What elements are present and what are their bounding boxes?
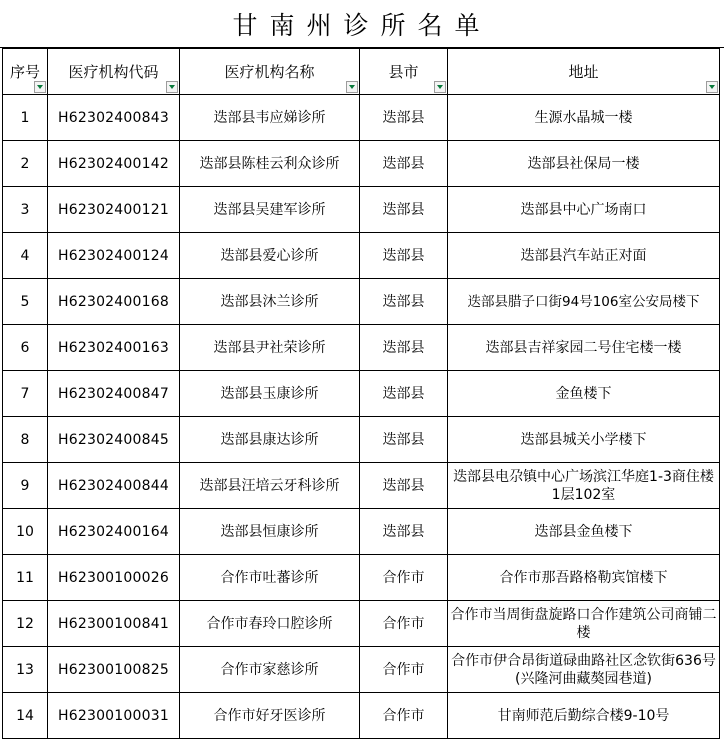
cell-name[interactable]: 迭部县陈桂云利众诊所 (180, 141, 360, 187)
cell-name[interactable]: 迭部县尹社荣诊所 (180, 325, 360, 371)
filter-dropdown-icon[interactable] (166, 81, 178, 93)
cell-address[interactable]: 迭部县社保局一楼 (448, 141, 720, 187)
cell-name[interactable]: 迭部县汪培云牙科诊所 (180, 463, 360, 509)
cell-code[interactable]: H62302400163 (48, 325, 180, 371)
cell-number[interactable]: 1 (3, 95, 48, 141)
cell-number[interactable]: 9 (3, 463, 48, 509)
cell-number[interactable]: 6 (3, 325, 48, 371)
cell-county[interactable]: 迭部县 (360, 509, 448, 555)
table-row (3, 95, 720, 141)
filter-dropdown-icon[interactable] (434, 81, 446, 93)
cell-number[interactable]: 10 (3, 509, 48, 555)
clinic-table (2, 48, 720, 739)
cell-code[interactable]: H62302400168 (48, 279, 180, 325)
cell-county[interactable]: 迭部县 (360, 95, 448, 141)
filter-dropdown-icon[interactable] (34, 81, 46, 93)
cell-number[interactable]: 14 (3, 693, 48, 739)
table-row (3, 509, 720, 555)
cell-county[interactable]: 合作市 (360, 555, 448, 601)
cell-number[interactable]: 8 (3, 417, 48, 463)
cell-name[interactable]: 迭部县爱心诊所 (180, 233, 360, 279)
cell-address[interactable]: 迭部县汽车站正对面 (448, 233, 720, 279)
column-header-name (180, 49, 360, 95)
cell-number[interactable]: 12 (3, 601, 48, 647)
cell-code[interactable]: H62300100031 (48, 693, 180, 739)
filter-dropdown-icon[interactable] (346, 81, 358, 93)
cell-county[interactable]: 迭部县 (360, 141, 448, 187)
cell-county[interactable]: 迭部县 (360, 325, 448, 371)
filter-dropdown-icon[interactable] (706, 81, 718, 93)
cell-county[interactable]: 迭部县 (360, 187, 448, 233)
cell-county[interactable]: 合作市 (360, 693, 448, 739)
cell-county[interactable]: 迭部县 (360, 279, 448, 325)
column-header-number (3, 49, 48, 95)
table-row (3, 279, 720, 325)
cell-number[interactable]: 3 (3, 187, 48, 233)
cell-code[interactable]: H62300100825 (48, 647, 180, 693)
table-row (3, 187, 720, 233)
column-header-label: 地址 (568, 62, 599, 81)
cell-address[interactable]: 合作市那吾路格勒宾馆楼下 (448, 555, 720, 601)
cell-code[interactable]: H62302400844 (48, 463, 180, 509)
cell-number[interactable]: 7 (3, 371, 48, 417)
cell-address[interactable]: 迭部县吉祥家园二号住宅楼一楼 (448, 325, 720, 371)
table-row (3, 693, 720, 739)
cell-code[interactable]: H62300100841 (48, 601, 180, 647)
cell-name[interactable]: 合作市家慈诊所 (180, 647, 360, 693)
cell-address[interactable]: 合作市伊合昂街道碌曲路社区念钦街636号(兴隆河曲藏獒园巷道) (448, 647, 720, 693)
table-row (3, 601, 720, 647)
cell-name[interactable]: 合作市吐蕃诊所 (180, 555, 360, 601)
cell-code[interactable]: H62302400847 (48, 371, 180, 417)
column-header-code (48, 49, 180, 95)
cell-county[interactable]: 迭部县 (360, 233, 448, 279)
cell-name[interactable]: 迭部县恒康诊所 (180, 509, 360, 555)
cell-name[interactable]: 迭部县吴建军诊所 (180, 187, 360, 233)
cell-name[interactable]: 迭部县康达诊所 (180, 417, 360, 463)
cell-number[interactable]: 2 (3, 141, 48, 187)
table-row (3, 371, 720, 417)
column-header-label: 县市 (388, 62, 419, 81)
table-row (3, 647, 720, 693)
cell-address[interactable]: 迭部县腊子口街94号106室公安局楼下 (448, 279, 720, 325)
cell-number[interactable]: 11 (3, 555, 48, 601)
table-row (3, 463, 720, 509)
table-row (3, 233, 720, 279)
cell-code[interactable]: H62302400121 (48, 187, 180, 233)
cell-address[interactable]: 生源水晶城一楼 (448, 95, 720, 141)
table-row (3, 555, 720, 601)
cell-address[interactable]: 金鱼楼下 (448, 371, 720, 417)
column-header-address (448, 49, 720, 95)
cell-county[interactable]: 合作市 (360, 601, 448, 647)
cell-county[interactable]: 迭部县 (360, 371, 448, 417)
cell-code[interactable]: H62302400843 (48, 95, 180, 141)
cell-address[interactable]: 迭部县中心广场南口 (448, 187, 720, 233)
cell-address[interactable]: 合作市当周街盘旋路口合作建筑公司商铺二楼 (448, 601, 720, 647)
cell-code[interactable]: H62302400164 (48, 509, 180, 555)
cell-address[interactable]: 迭部县城关小学楼下 (448, 417, 720, 463)
cell-number[interactable]: 13 (3, 647, 48, 693)
cell-code[interactable]: H62302400845 (48, 417, 180, 463)
table-row (3, 325, 720, 371)
header-row (3, 49, 720, 95)
table-row (3, 141, 720, 187)
cell-address[interactable]: 迭部县金鱼楼下 (448, 509, 720, 555)
cell-code[interactable]: H62302400124 (48, 233, 180, 279)
cell-county[interactable]: 迭部县 (360, 417, 448, 463)
cell-number[interactable]: 4 (3, 233, 48, 279)
cell-name[interactable]: 迭部县玉康诊所 (180, 371, 360, 417)
column-header-county (360, 49, 448, 95)
cell-name[interactable]: 合作市好牙医诊所 (180, 693, 360, 739)
column-header-label: 医疗机构名称 (224, 62, 315, 81)
cell-county[interactable]: 合作市 (360, 647, 448, 693)
cell-name[interactable]: 迭部县沐兰诊所 (180, 279, 360, 325)
cell-address[interactable]: 迭部县电尕镇中心广场滨江华庭1-3商住楼1层102室 (448, 463, 720, 509)
cell-name[interactable]: 迭部县韦应娣诊所 (180, 95, 360, 141)
column-header-label: 序号 (9, 62, 40, 81)
cell-code[interactable]: H62302400142 (48, 141, 180, 187)
cell-county[interactable]: 迭部县 (360, 463, 448, 509)
cell-code[interactable]: H62300100026 (48, 555, 180, 601)
cell-address[interactable]: 甘南师范后勤综合楼9-10号 (448, 693, 720, 739)
cell-number[interactable]: 5 (3, 279, 48, 325)
cell-name[interactable]: 合作市春玲口腔诊所 (180, 601, 360, 647)
table-row (3, 417, 720, 463)
sheet-title: 甘南州诊所名单 (0, 0, 724, 48)
column-header-label: 医疗机构代码 (68, 62, 159, 81)
